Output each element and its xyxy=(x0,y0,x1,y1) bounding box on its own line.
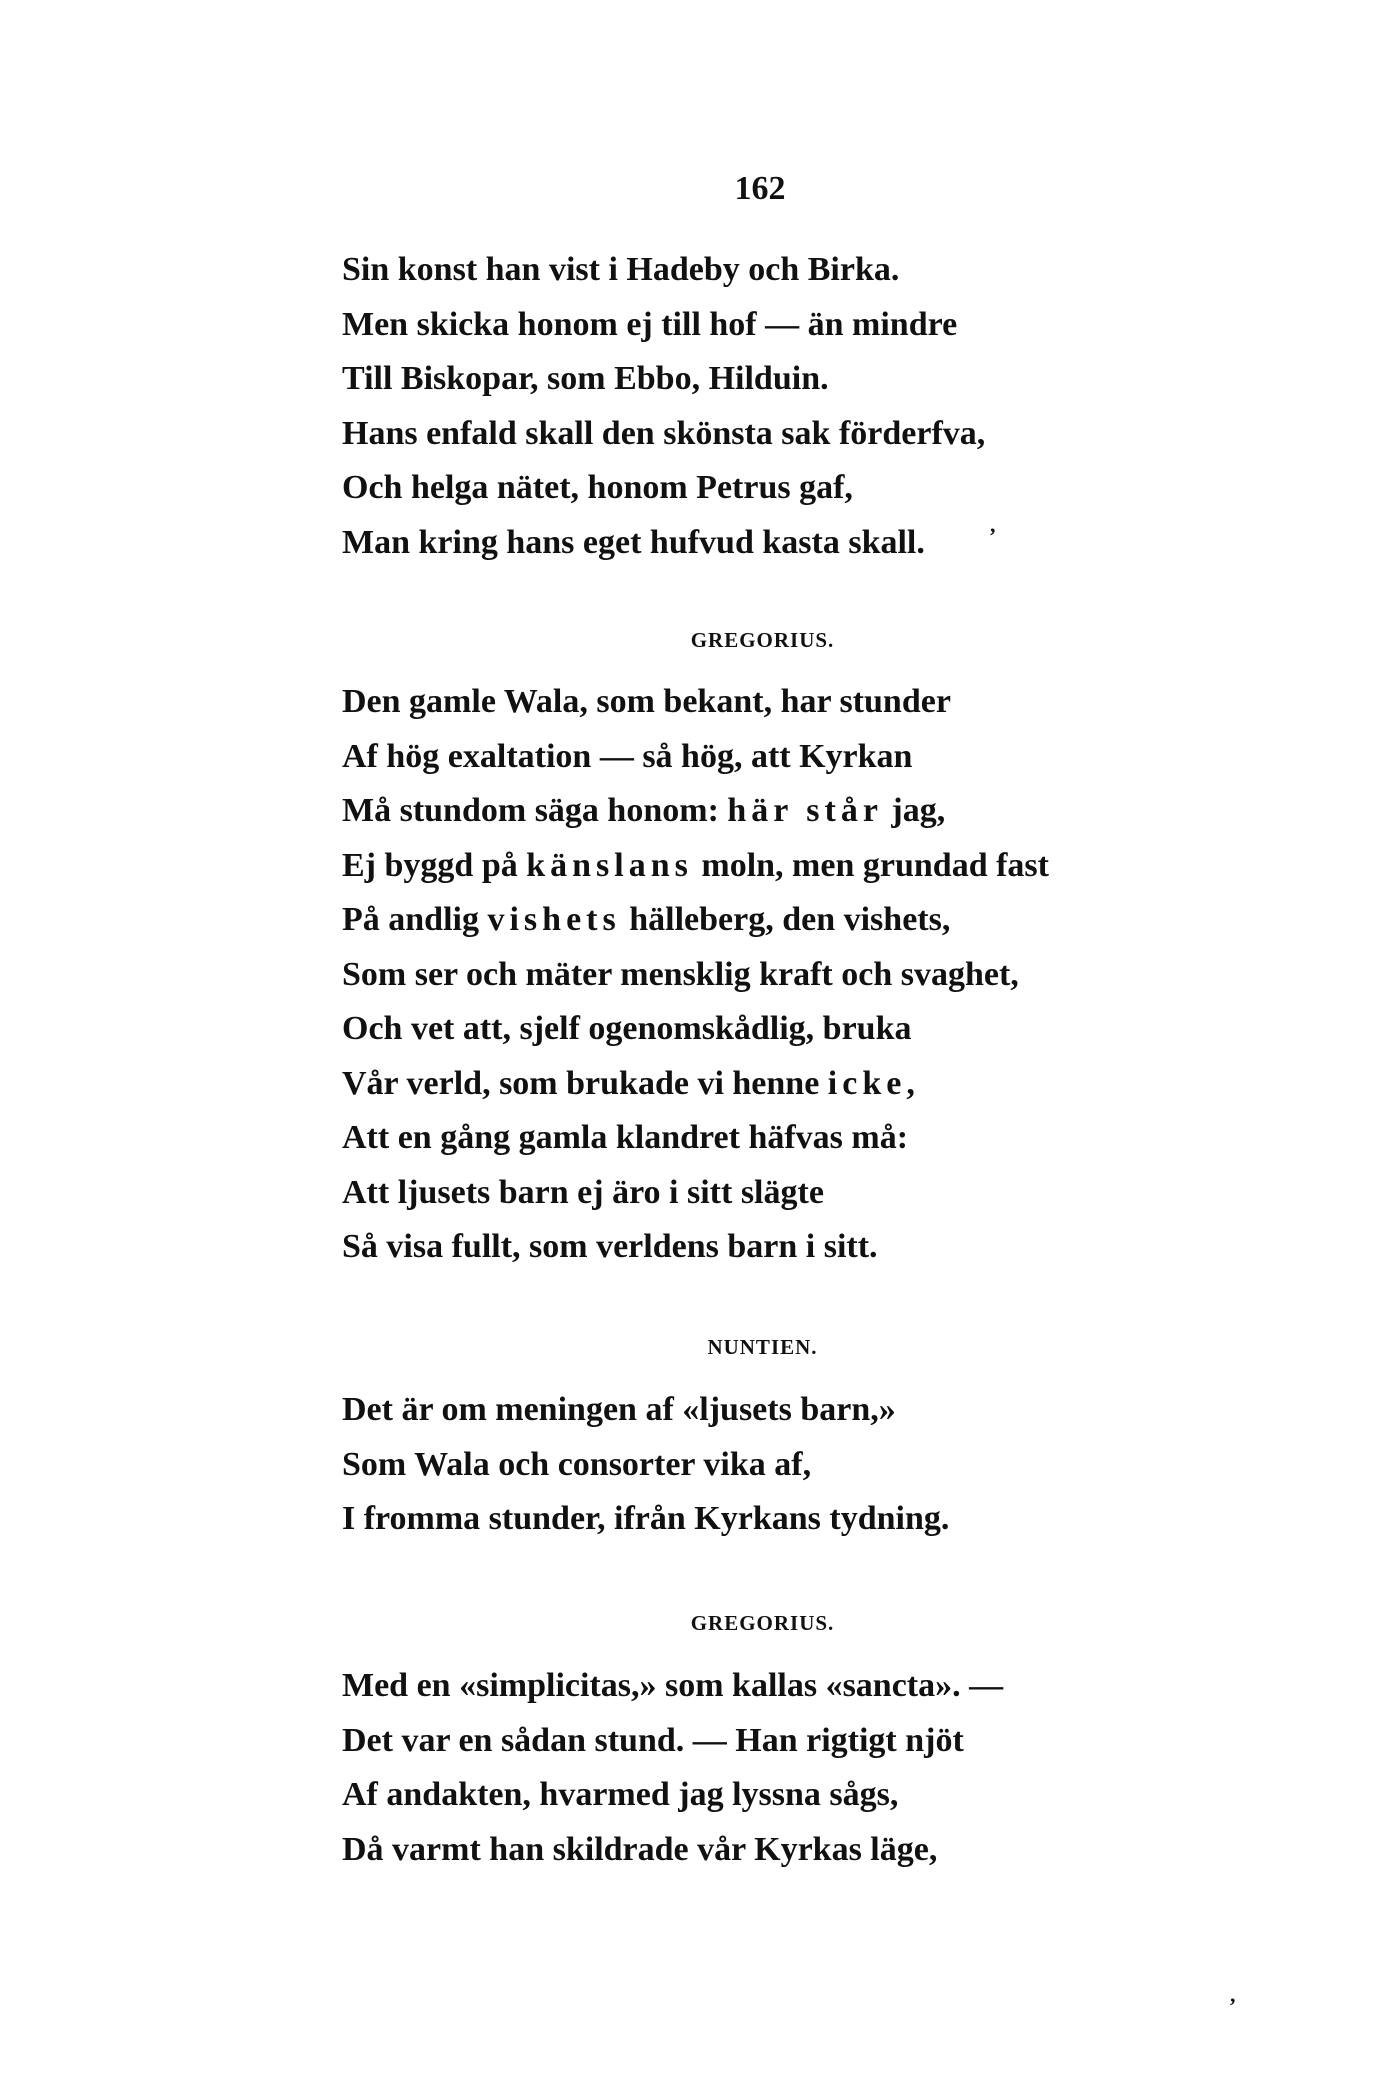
verse-line: Att ljusets barn ej äro i sitt slägte xyxy=(342,1173,824,1211)
verse-line: Den gamle Wala, som bekant, har stunder xyxy=(342,683,951,720)
page-number: 162 xyxy=(734,170,786,207)
verse-line: Sin konst han vist i Hadeby och Birka. xyxy=(342,251,900,288)
verse-line: Så visa fullt, som verldens barn i sitt. xyxy=(342,1228,878,1265)
verse-line: Till Biskopar, som Ebbo, Hilduin. xyxy=(342,360,829,397)
text-run: Vår verld, som brukade vi henne xyxy=(342,1064,828,1102)
text-run: jag, xyxy=(882,792,946,829)
verse-line xyxy=(342,784,1142,839)
text-run: moln, men grundad fast xyxy=(692,846,1049,884)
verse-stanza-1 xyxy=(342,243,1142,570)
verse-line: Man kring hans eget hufvud kasta skall. xyxy=(342,523,925,561)
emphasized-text: känslans xyxy=(526,846,693,884)
verse-line: Att en gång gamla klandret häfvas må: xyxy=(342,1119,909,1156)
speaker-heading: NUNTIEN. xyxy=(707,1335,818,1359)
text-run: Må stundom säga honom: xyxy=(342,792,728,829)
text-run: hälleberg, den vishets, xyxy=(620,901,951,938)
text-run: , xyxy=(906,1064,915,1102)
verse-line: Men skicka honom ej till hof — än mindre xyxy=(342,305,958,343)
emphasized-text: vishets xyxy=(487,901,621,938)
verse-line: Af hög exaltation — så hög, att Kyrkan xyxy=(342,737,913,775)
ink-speck: , xyxy=(990,512,996,537)
verse-line: I fromma stunder, ifrån Kyrkans tydning. xyxy=(342,1500,950,1537)
verse-line: Som ser och mäter mensklig kraft och svaghet, xyxy=(342,955,1019,993)
verse-line: Af andakten, hvarmed jag lyssna sågs, xyxy=(342,1776,899,1813)
verse-line: Det var en sådan stund. — Han rigtigt njöt xyxy=(342,1721,964,1759)
verse-line: Och helga nätet, honom Petrus gaf, xyxy=(342,469,853,506)
verse-line: Hans enfald skall den skönsta sak förderfva, xyxy=(342,414,986,452)
verse-line: Som Wala och consorter vika af, xyxy=(342,1445,812,1483)
verse-line xyxy=(342,893,1142,948)
verse-stanza-2 xyxy=(342,675,1142,1275)
emphasized-text: här står xyxy=(727,792,883,829)
text-run: På andlig xyxy=(342,901,488,938)
verse-line: Då varmt han skildrade vår Kyrkas läge, xyxy=(342,1830,938,1868)
speaker-heading: GREGORIUS. xyxy=(690,1611,835,1635)
text-run: Ej byggd på xyxy=(342,846,527,884)
ink-speck: , xyxy=(1230,1982,1236,2007)
verse-line xyxy=(342,839,1142,894)
verse-line xyxy=(342,1057,1142,1112)
verse-line: Och vet att, sjelf ogenomskådlig, bruka xyxy=(342,1010,912,1047)
verse-stanza-3 xyxy=(342,1383,1142,1547)
emphasized-text: icke xyxy=(827,1064,907,1102)
verse-line: Med en «simplicitas,» som kallas «sancta». — xyxy=(342,1667,1004,1704)
speaker-heading: GREGORIUS. xyxy=(690,628,835,652)
verse-line: Det är om meningen af «ljusets barn,» xyxy=(342,1391,896,1428)
verse-stanza-4 xyxy=(342,1659,1142,1877)
